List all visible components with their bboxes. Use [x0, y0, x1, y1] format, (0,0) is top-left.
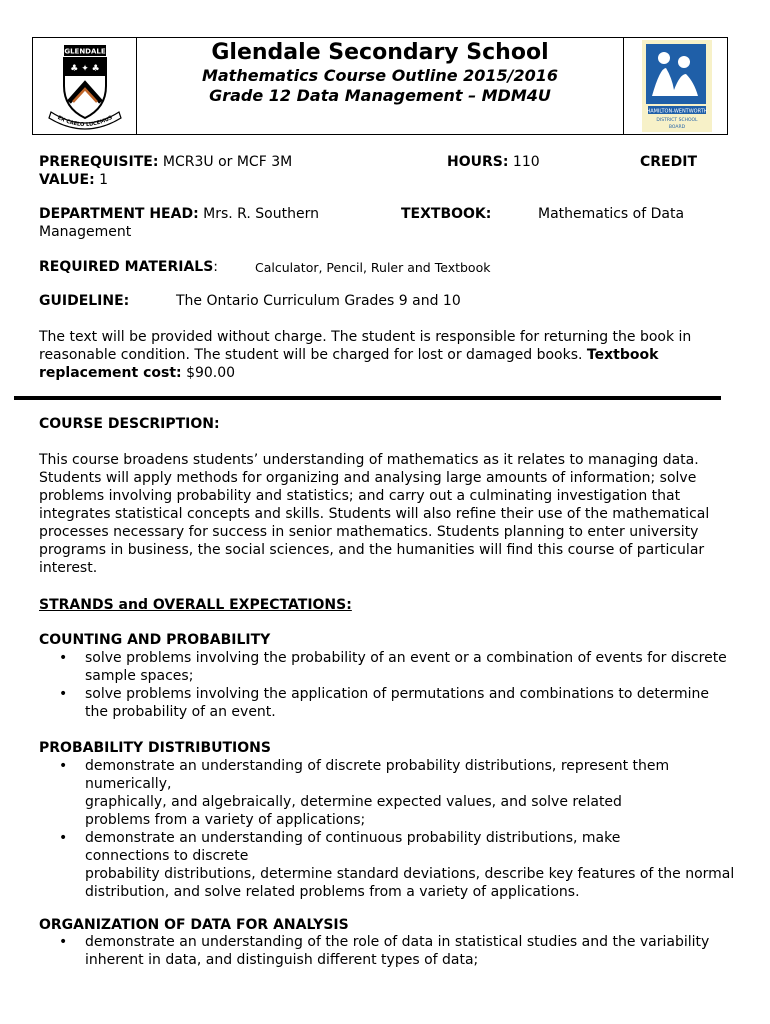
- list-item: [39, 757, 735, 829]
- list-item-part: • demonstrate an understanding of discrete probability distributions, represent them numerically,: [85, 758, 670, 792]
- list-item-part: probability distributions, determine standard deviations, describe key features of the normal distribution, and solve related problems from a variety of applications.: [85, 866, 735, 900]
- textbook-value: Mathematics of Data: [538, 206, 685, 222]
- subject-word: Mathematics: [201, 66, 319, 85]
- probability-distributions-list: [39, 757, 735, 901]
- required-materials-label: REQUIRED MATERIALS: [39, 259, 214, 275]
- textbook-label: TEXTBOOK:: [401, 206, 492, 222]
- hours-value: 110: [512, 154, 540, 170]
- required-materials-value: Calculator, Pencil, Ruler and Textbook: [255, 260, 491, 275]
- svg-text:DISTRICT SCHOOL: DISTRICT SCHOOL: [656, 118, 698, 123]
- school-crest-cell: [33, 38, 137, 134]
- course-description-body: This course broadens students’ understanding of mathematics as it relates to managing data. Students will apply methods for organizing and analysing large amounts of information; solve problems involving probability and statistics; and carry out a culminating investigation that integrates statistical concepts and skills. Students will also refine their use of the mathematical processes necessary for success in senior mathematics. Students planning to enter university programs in business, the social sciences, and the humanities will find this course of particular interest.: [39, 452, 710, 576]
- svg-text:BOARD: BOARD: [668, 125, 686, 130]
- textbook-note-text: The text will be provided without charge. The student is responsible for returning the book in reasonable condition. The student will be charged for lost or damaged books.: [39, 329, 692, 363]
- value-label: VALUE:: [39, 172, 95, 188]
- svg-text:HAMILTON-WENTWORTH: HAMILTON-WENTWORTH: [646, 108, 708, 115]
- guideline-value: The Ontario Curriculum Grades 9 and 10: [176, 293, 461, 309]
- counting-probability-heading: COUNTING AND PROBABILITY: [39, 632, 271, 648]
- board-logo: [624, 38, 727, 134]
- section-divider: [14, 396, 721, 400]
- replacement-cost-value: $90.00: [181, 365, 236, 381]
- list-item-part: • demonstrate an understanding of continuous probability distributions, make connections to discrete: [85, 830, 621, 864]
- svg-text:♣ ✦ ♣: ♣ ✦ ♣: [70, 64, 100, 74]
- required-materials-colon: :: [213, 259, 219, 275]
- outline-rest: Course Outline 2015/2016: [318, 66, 559, 85]
- prerequisite-value: MCR3U or MCF 3M: [162, 154, 293, 170]
- counting-probability-list: [39, 649, 729, 721]
- textbook-value-continued: Management: [39, 224, 132, 240]
- school-crest-logo: [33, 38, 136, 134]
- textbook-note: [39, 328, 735, 382]
- list-item-part: graphically, and algebraically, determine expected values, and solve related problems from a variety of applications;: [85, 794, 622, 828]
- organization-data-list: [39, 933, 729, 969]
- value-value: 1: [99, 172, 109, 188]
- list-item: • solve problems involving the application of permutations and combinations to determine the probability of an event.: [39, 685, 729, 721]
- department-head-row: [39, 205, 319, 223]
- header-box: [32, 37, 728, 135]
- organization-data-heading: ORGANIZATION OF DATA FOR ANALYSIS: [39, 917, 349, 933]
- credit-label: CREDIT: [640, 154, 697, 170]
- hours-label: HOURS:: [447, 154, 509, 170]
- list-item: • solve problems involving the probability of an event or a combination of events for discrete sample spaces;: [39, 649, 729, 685]
- course-description-heading: COURSE DESCRIPTION:: [39, 416, 220, 432]
- prerequisite-row: [39, 153, 292, 171]
- header-titles: [137, 38, 623, 106]
- school-name: Glendale Secondary School: [211, 40, 549, 65]
- department-head-label: DEPARTMENT HEAD:: [39, 206, 199, 222]
- replacement-cost-label: Textbook replacement cost:: [39, 347, 659, 381]
- credit-value-row: [39, 171, 108, 189]
- hours-field: [447, 153, 540, 171]
- list-item: • demonstrate an understanding of the role of data in statistical studies and the variability inherent in data, and distinguish different types of data;: [39, 933, 729, 969]
- department-head-value: Mrs. R. Southern: [203, 206, 319, 222]
- svg-text:GLENDALE: GLENDALE: [64, 47, 106, 56]
- required-materials-row: [39, 258, 218, 276]
- strands-heading: STRANDS and OVERALL EXPECTATIONS:: [39, 597, 352, 613]
- probability-distributions-heading: PROBABILITY DISTRIBUTIONS: [39, 740, 271, 756]
- svg-text:EX CAELO LUCEMUS: EX CAELO LUCEMUS: [56, 114, 114, 129]
- course-outline-title: [137, 66, 623, 86]
- list-item: [39, 829, 735, 901]
- course-code-line: Grade 12 Data Management – MDM4U: [209, 86, 551, 105]
- board-logo-cell: [623, 38, 727, 134]
- prerequisite-label: PREREQUISITE:: [39, 154, 159, 170]
- guideline-label: GUIDELINE:: [39, 293, 130, 309]
